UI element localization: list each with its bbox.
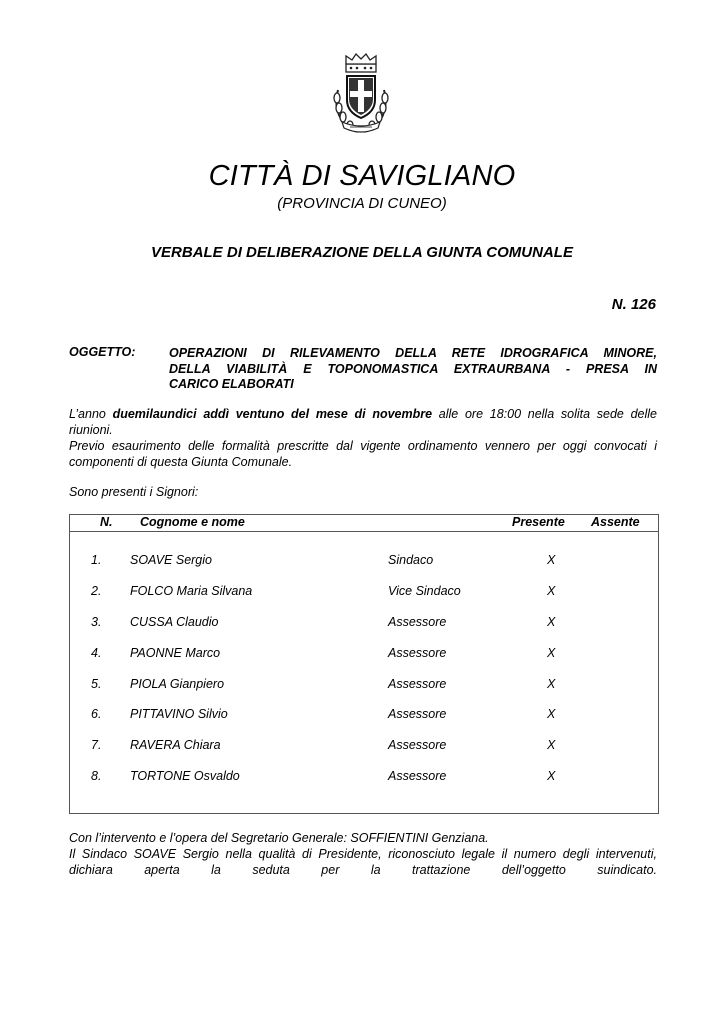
row-number: 6. xyxy=(91,707,102,721)
subject-label: OGGETTO: xyxy=(69,345,136,359)
intro-paragraph-3: Sono presenti i Signori: xyxy=(69,485,199,499)
row-name: RAVERA Chiara xyxy=(130,738,221,752)
row-present-mark: X xyxy=(547,584,556,598)
row-number: 8. xyxy=(91,769,102,783)
document-title: VERBALE DI DELIBERAZIONE DELLA GIUNTA COMUNALE xyxy=(151,244,573,261)
row-number: 2. xyxy=(91,584,102,598)
row-present-mark: X xyxy=(547,707,556,721)
province-subtitle: (PROVINCIA DI CUNEO) xyxy=(277,195,447,212)
row-role: Sindaco xyxy=(388,553,434,567)
row-role: Vice Sindaco xyxy=(388,584,461,598)
row-present-mark: X xyxy=(547,769,556,783)
header-name: Cognome e nome xyxy=(140,515,245,529)
coat-of-arms-icon xyxy=(326,50,396,136)
subject-line-2: DELLA VIABILITÀ E TOPONOMASTICA EXTRAURBANA - PRESA IN xyxy=(169,362,657,376)
row-name: CUSSA Claudio xyxy=(130,615,219,629)
row-present-mark: X xyxy=(547,646,556,660)
row-role: Assessore xyxy=(388,646,447,660)
secretary-line: Con l’intervento e l’opera del Segretario Generale: SOFFIENTINI Genziana. xyxy=(69,831,489,845)
row-number: 1. xyxy=(91,553,102,567)
row-role: Assessore xyxy=(388,677,447,691)
row-role: Assessore xyxy=(388,738,447,752)
row-name: TORTONE Osvaldo xyxy=(130,769,240,783)
row-name: PAONNE Marco xyxy=(130,646,221,660)
subject-line-3: CARICO ELABORATI xyxy=(169,377,294,391)
row-present-mark: X xyxy=(547,615,556,629)
row-present-mark: X xyxy=(547,677,556,691)
city-title: CITTÀ DI SAVIGLIANO xyxy=(208,160,516,192)
intro-paragraph-1: L’anno duemilaundici addì ventuno del mese di novembre alle ore 18:00 nella solita sede delle riunioni. xyxy=(69,407,657,437)
row-role: Assessore xyxy=(388,707,447,721)
row-role: Assessore xyxy=(388,769,447,783)
row-role: Assessore xyxy=(388,615,447,629)
row-number: 4. xyxy=(91,646,102,660)
row-name: PITTAVINO Silvio xyxy=(130,707,228,721)
header-number: N. xyxy=(100,515,113,529)
header-absent: Assente xyxy=(591,515,640,529)
row-present-mark: X xyxy=(547,738,556,752)
header-present: Presente xyxy=(512,515,565,529)
deliberation-number: N. 126 xyxy=(611,296,656,313)
row-number: 3. xyxy=(91,615,102,629)
row-name: PIOLA Gianpiero xyxy=(130,677,225,691)
table-header-divider xyxy=(69,531,659,532)
row-name: SOAVE Sergio xyxy=(130,553,212,567)
subject-line-1: OPERAZIONI DI RILEVAMENTO DELLA RETE IDROGRAFICA MINORE, xyxy=(169,346,657,360)
row-number: 5. xyxy=(91,677,102,691)
row-name: FOLCO Maria Silvana xyxy=(130,584,253,598)
row-number: 7. xyxy=(91,738,102,752)
president-line: Il Sindaco SOAVE Sergio nella qualità di Presidente, riconosciuto legale il numero degli intervenuti, dichiara aperta la seduta per la trattazione dell’oggetto suindicato. xyxy=(69,847,657,877)
intro-paragraph-2: Previo esaurimento delle formalità prescritte dal vigente ordinamento vennero per oggi convocati i componenti di questa Giunta Comunale. xyxy=(69,439,657,469)
row-present-mark: X xyxy=(547,553,556,567)
